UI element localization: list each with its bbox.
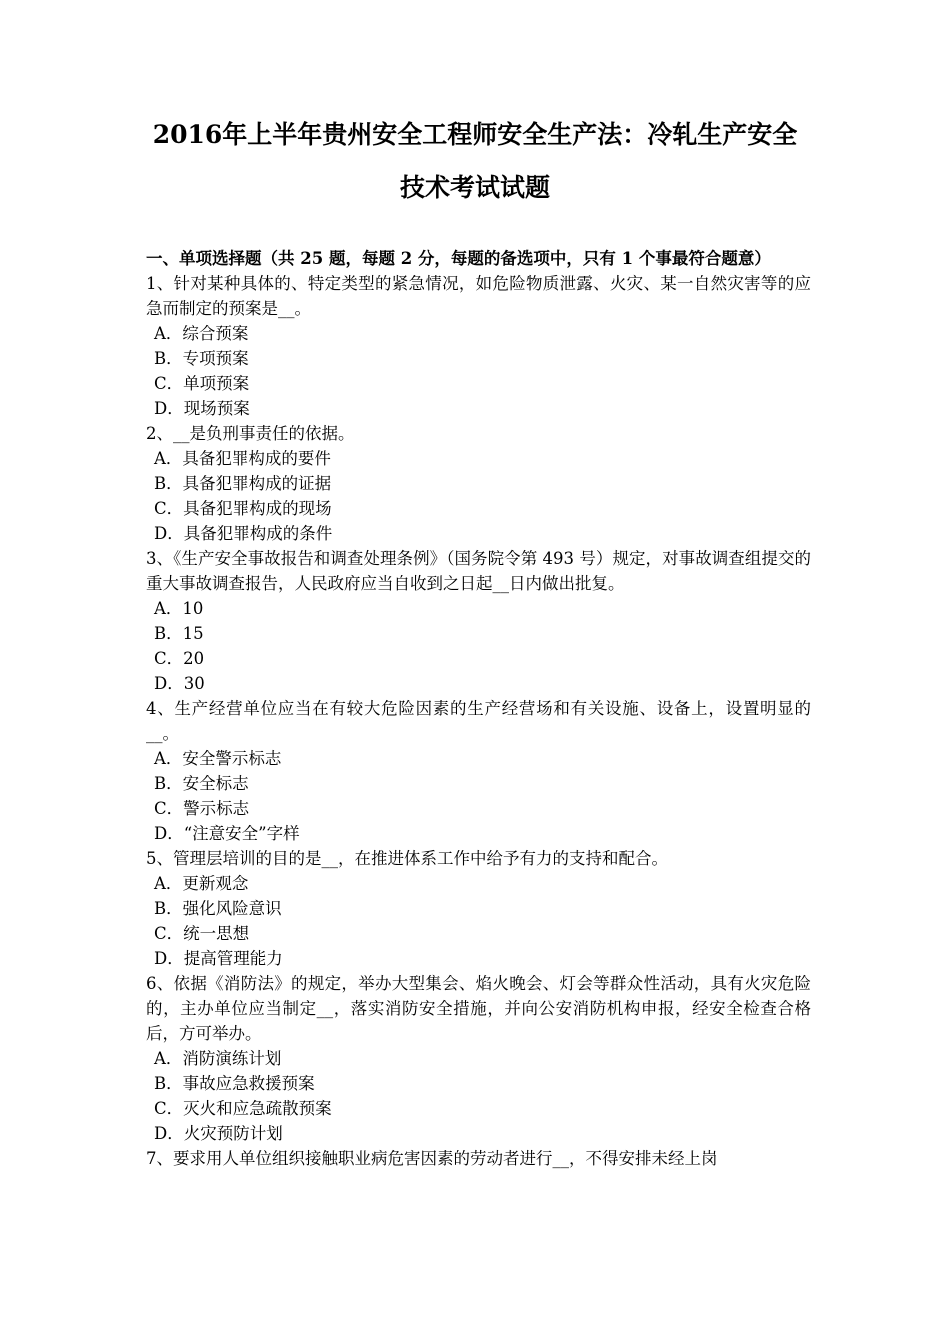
- option-a: A．10: [154, 599, 204, 618]
- option-d: D．火灾预防计划: [154, 1124, 283, 1143]
- option-d: D．现场预案: [154, 399, 250, 418]
- section-heading: 一、单项选择题（共 25 题，每题 2 分，每题的备选项中，只有 1 个事最符合题意）: [146, 249, 771, 268]
- option-d: D．具备犯罪构成的条件: [154, 524, 333, 543]
- option-b: B．专项预案: [154, 349, 249, 368]
- option-c: C．统一思想: [154, 924, 250, 943]
- option-c: C．具备犯罪构成的现场: [154, 499, 332, 518]
- option-b: B．事故应急救援预案: [154, 1074, 315, 1093]
- option-b: B．具备犯罪构成的证据: [154, 474, 332, 493]
- question-6: [146, 971, 811, 1146]
- question-5: [146, 846, 811, 971]
- question-2: [146, 421, 811, 546]
- question-stem: 2、__是负刑事责任的依据。: [146, 424, 355, 443]
- question-stem: 6、依据《消防法》的规定，举办大型集会、焰火晚会、灯会等群众性活动，具有火灾危险的，主办单位应当制定__，落实消防安全措施，并向公安消防机构申报，经安全检查合格后，方可举办。: [146, 974, 811, 1043]
- option-c: C．警示标志: [154, 799, 250, 818]
- question-3: [146, 546, 811, 696]
- option-d: D．“注意安全”字样: [154, 824, 300, 843]
- option-d: D．30: [154, 674, 205, 693]
- option-b: B．15: [154, 624, 204, 643]
- option-c: C．灭火和应急疏散预案: [154, 1099, 332, 1118]
- option-c: C．20: [154, 649, 205, 668]
- option-a: A．更新观念: [154, 874, 249, 893]
- option-a: A．安全警示标志: [154, 749, 282, 768]
- document-title-line-1: 2016年上半年贵州安全工程师安全生产法：冷轧生产安全: [152, 120, 798, 149]
- question-7: [146, 1146, 811, 1171]
- option-a: A．综合预案: [154, 324, 249, 343]
- document-body: [146, 246, 811, 1171]
- option-a: A．消防演练计划: [154, 1049, 282, 1068]
- option-b: B．强化风险意识: [154, 899, 282, 918]
- question-stem: 5、管理层培训的目的是__，在推进体系工作中给予有力的支持和配合。: [146, 849, 668, 868]
- option-d: D．提高管理能力: [154, 949, 283, 968]
- question-stem: 1、针对某种具体的、特定类型的紧急情况，如危险物质泄露、火灾、某一自然灾害等的应急而制定的预案是__。: [146, 274, 811, 318]
- question-stem: 4、生产经营单位应当在有较大危险因素的生产经营场和有关设施、设备上，设置明显的__。: [146, 699, 811, 743]
- option-c: C．单项预案: [154, 374, 250, 393]
- option-a: A．具备犯罪构成的要件: [154, 449, 331, 468]
- option-b: B．安全标志: [154, 774, 249, 793]
- question-stem: 3、《生产安全事故报告和调查处理条例》（国务院令第 493 号）规定，对事故调查组提交的重大事故调查报告，人民政府应当自收到之日起__日内做出批复。: [146, 549, 811, 593]
- question-1: [146, 271, 811, 421]
- question-stem: 7、要求用人单位组织接触职业病危害因素的劳动者进行__，不得安排未经上岗: [146, 1149, 718, 1168]
- document-title-line-2: 技术考试试题: [399, 173, 550, 202]
- question-4: [146, 696, 811, 846]
